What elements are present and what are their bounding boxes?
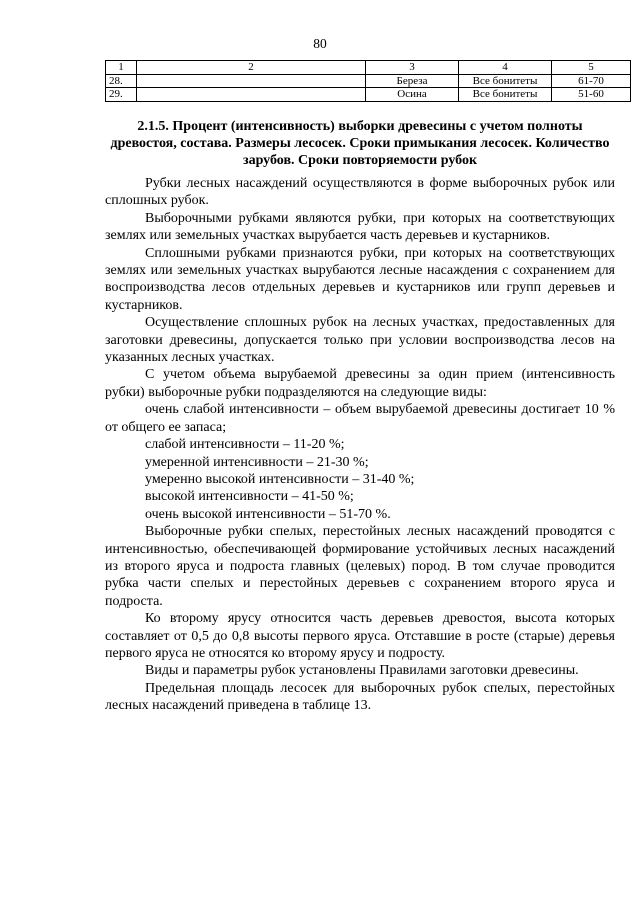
paragraph: Осуществление сплошных рубок на лесных участках, предоставленных для заготовки древесины, допускается только при условии воспроизводства лесов на указанных лесных участках. bbox=[105, 315, 615, 366]
table-cell-bonitet: Все бонитеты bbox=[459, 88, 552, 102]
table-header-cell: 5 bbox=[552, 61, 631, 75]
paragraph: Выборочными рубками являются рубки, при которых на соответствующих землях или земельных участках вырубается часть деревьев и кустарников. bbox=[105, 210, 615, 244]
table-cell-species: Береза bbox=[366, 74, 459, 88]
table-cell-bonitet: Все бонитеты bbox=[459, 74, 552, 88]
table-header-cell: 3 bbox=[366, 61, 459, 75]
table-row bbox=[106, 88, 631, 102]
table-row bbox=[106, 74, 631, 88]
paragraph: С учетом объема вырубаемой древесины за один прием (интенсивность рубки) выборочные рубки подразделяются на следующие виды: bbox=[105, 367, 615, 400]
table-cell-empty bbox=[137, 88, 366, 102]
paragraph: Ко второму ярусу относится часть деревьев древостоя, высота которых составляет от 0,5 до 0,8 высоты первого яруса. Отставшие в росте (старые) деревья первого яруса не относятся ко второму ярусу и подросту. bbox=[105, 611, 615, 661]
intensity-list-item: высокой интенсивности – 41-50 %; bbox=[145, 489, 354, 505]
forest-table bbox=[105, 60, 631, 102]
table-cell-species: Осина bbox=[366, 88, 459, 102]
paragraph: Выборочные рубки спелых, перестойных лесных насаждений проводятся с интенсивностью, обеспечивающей формирование устойчивых лесных насаждений из второго яруса и подроста главных (целевых) пород. В том случае проводится рубка части спелых и перестойных деревьев с сохранением второго яруса и подроста. bbox=[105, 524, 615, 609]
table-cell-number: 28. bbox=[106, 74, 137, 88]
table-header-cell: 2 bbox=[137, 61, 366, 75]
table-header-cell: 4 bbox=[459, 61, 552, 75]
paragraph: Предельная площадь лесосек для выборочных рубок спелых, перестойных лесных насаждений приведена в таблице 13. bbox=[105, 680, 615, 714]
table-cell-empty bbox=[137, 74, 366, 88]
paragraph: Виды и параметры рубок установлены Правилами заготовки древесины. bbox=[145, 663, 579, 679]
section-heading: 2.1.5. Процент (интенсивность) выборки древесины с учетом полноты древостоя, состава. Размеры лесосек. Сроки примыкания лесосек. Количество зарубов. Сроки повторяемости рубок bbox=[110, 119, 610, 168]
table-cell-value: 61-70 bbox=[552, 74, 631, 88]
table-header-row bbox=[106, 61, 631, 75]
intensity-list-item: очень высокой интенсивности – 51-70 %. bbox=[145, 506, 391, 522]
paragraph: Сплошными рубками признаются рубки, при которых на соответствующих землях или земельных участках вырубаются лесные насаждения с сохранением для воспроизводства лесов отдельных деревьев и кустарников или групп деревьев и кустарников. bbox=[105, 245, 615, 313]
page-number: 80 bbox=[313, 36, 327, 51]
intensity-list-item: умеренной интенсивности – 21-30 %; bbox=[145, 454, 369, 470]
intensity-list-item: умеренно высокой интенсивности – 31-40 %; bbox=[145, 471, 415, 487]
body-text bbox=[105, 175, 615, 715]
table-cell-number: 29. bbox=[106, 88, 137, 102]
table-header-cell: 1 bbox=[106, 61, 137, 75]
intensity-list-item: слабой интенсивности – 11-20 %; bbox=[145, 437, 345, 453]
table-cell-value: 51-60 bbox=[552, 88, 631, 102]
intensity-list-item: очень слабой интенсивности – объем вырубаемой древесины достигает 10 % от общего ее запаса; bbox=[105, 402, 615, 435]
paragraph: Рубки лесных насаждений осуществляются в форме выборочных рубок или сплошных рубок. bbox=[105, 176, 615, 209]
